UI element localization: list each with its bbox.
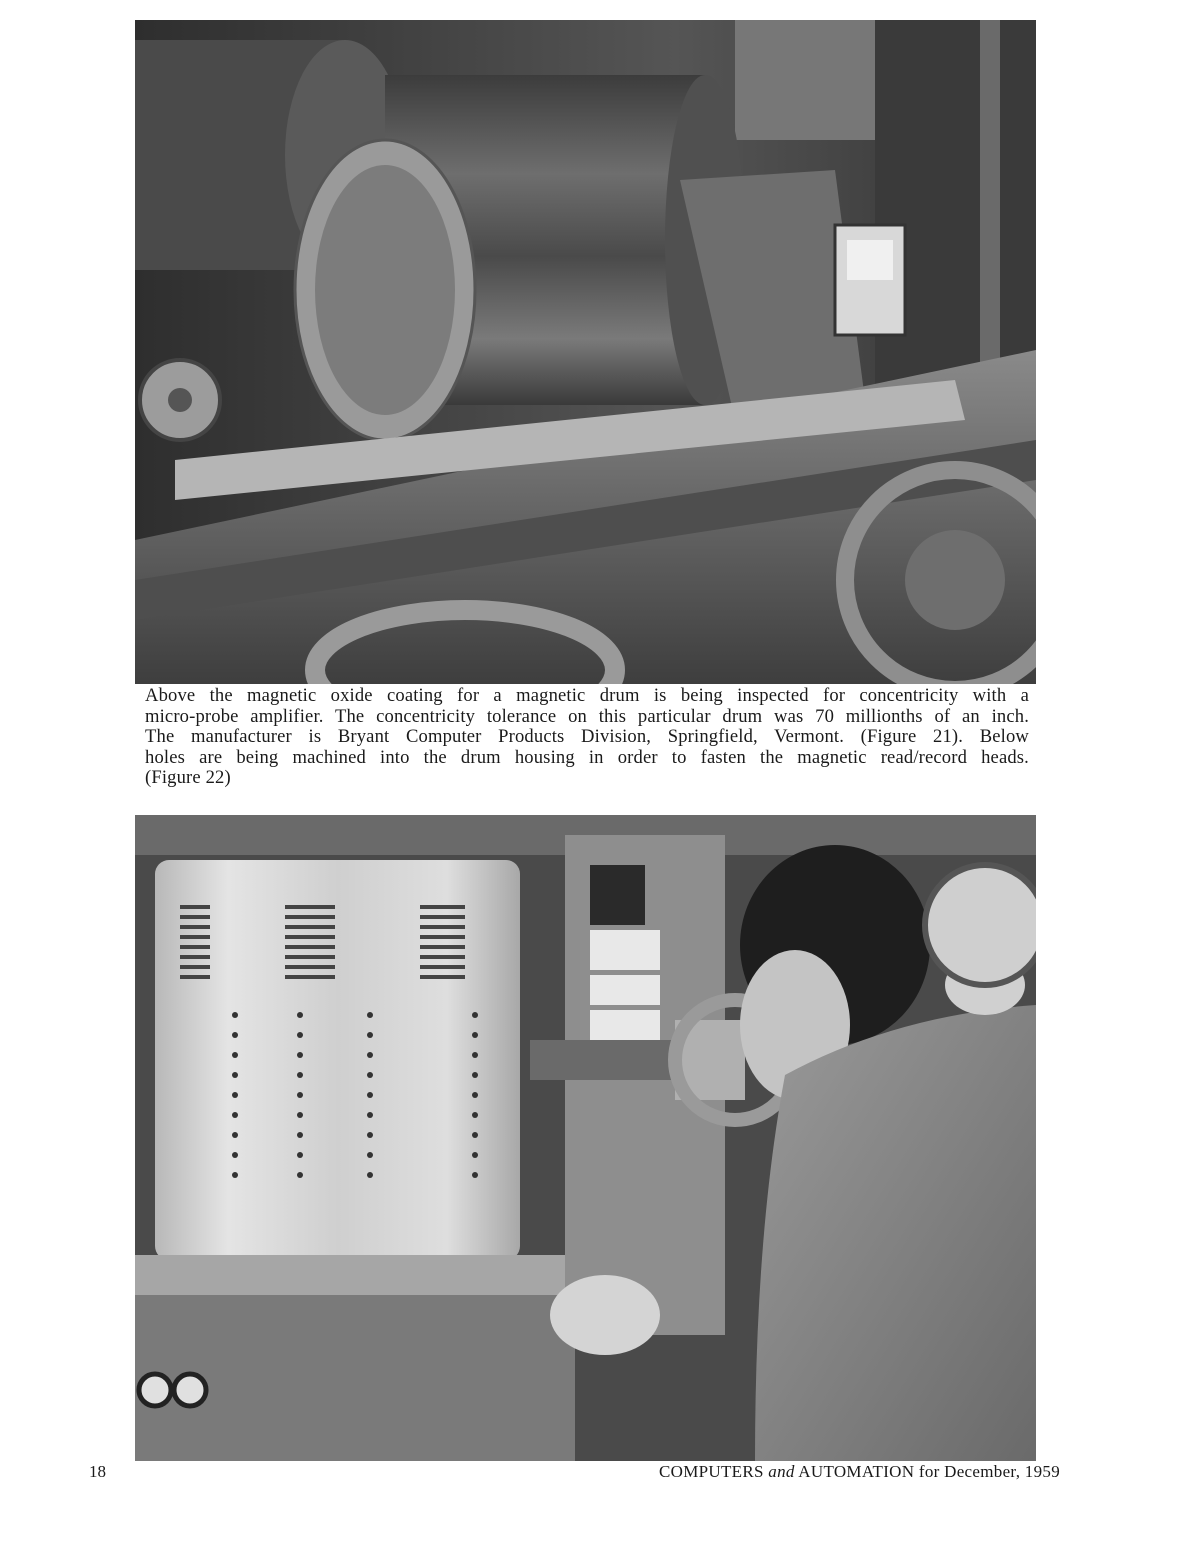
caption-line-1: Above the magnetic oxide coating for a magnetic drum is being inspected for concentricity with a	[145, 685, 1029, 706]
caption-line-2: micro-probe amplifier. The concentricity tolerance on this particular drum was 70 millionths of an inch.	[145, 705, 1029, 727]
caption-line-5: (Figure 22)	[145, 767, 231, 788]
caption-line-4: holes are being machined into the drum housing in order to fasten the magnetic read/record heads.	[145, 746, 1029, 768]
drum-machining-illustration	[135, 815, 1036, 1461]
publication-name-start: COMPUTERS	[659, 1462, 769, 1481]
publication-name-and: and	[768, 1462, 795, 1481]
publication-name-end: AUTOMATION for December, 1959	[794, 1462, 1060, 1481]
figure-21-photo	[135, 20, 1036, 684]
caption-line-3: The manufacturer is Bryant Computer Products Division, Springfield, Vermont. (Figure 21). Below	[145, 726, 1029, 747]
page-number: 18	[89, 1462, 106, 1481]
figure-caption	[145, 686, 1029, 789]
figure-22-photo	[135, 815, 1036, 1461]
running-footer	[659, 1462, 1060, 1482]
drum-inspection-illustration	[135, 20, 1036, 684]
